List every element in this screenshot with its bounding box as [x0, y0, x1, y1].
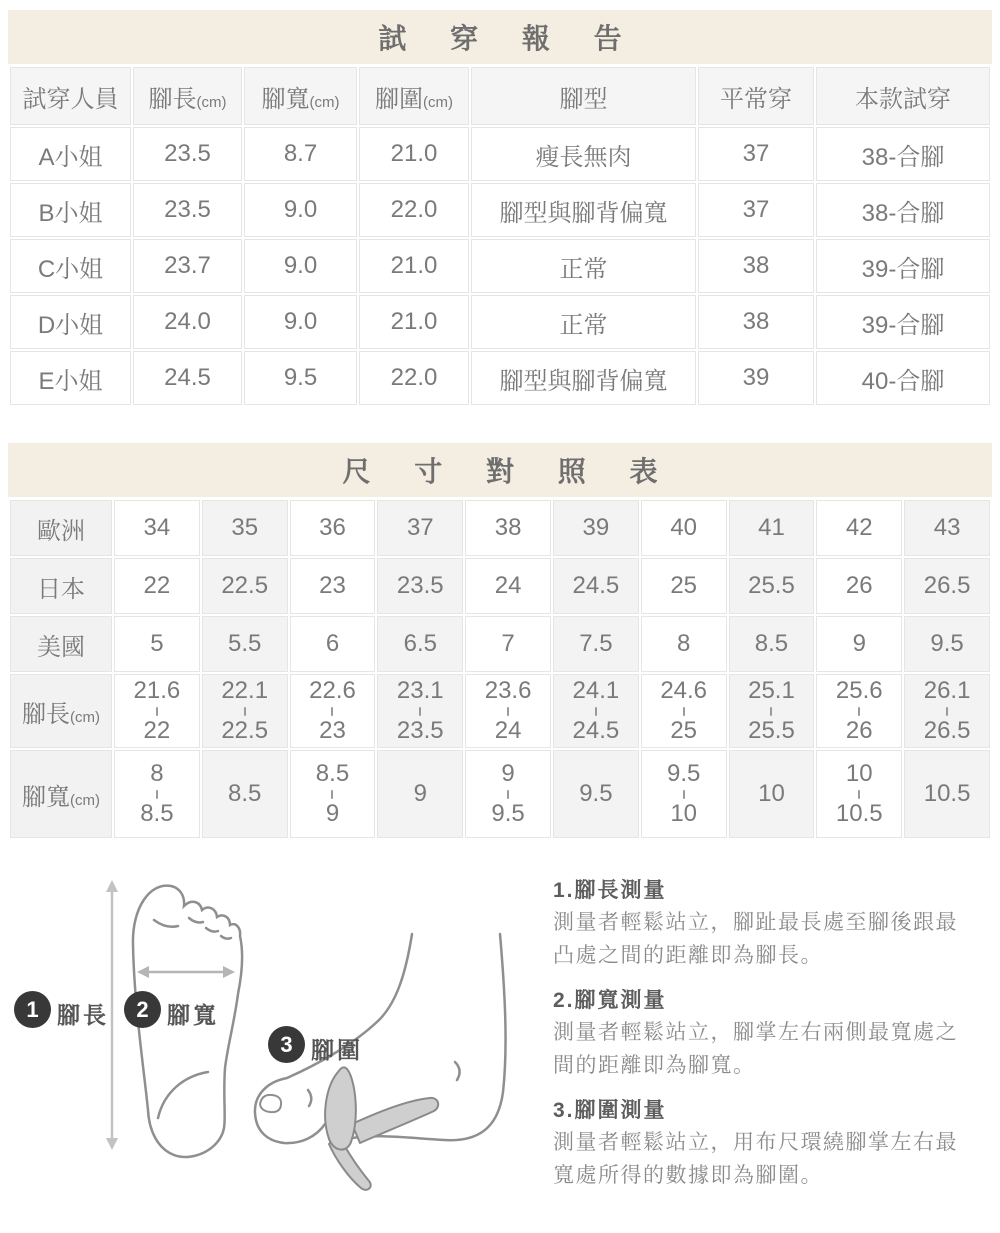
measurement-instructions — [553, 872, 992, 1207]
cell-foot-type: 腳型與腳背偏寬 — [471, 183, 696, 237]
cell-tried-size: 38-合腳 — [816, 127, 990, 181]
tryon-row — [10, 239, 990, 293]
step-2-badge — [124, 991, 161, 1028]
foot-width-label: 腳寬 — [167, 1002, 219, 1028]
size-cell: 40 — [641, 500, 727, 556]
range-divider — [770, 707, 772, 716]
col-header-label: 本款試穿 — [855, 85, 951, 113]
foot-length-label: 腳長 — [57, 1002, 109, 1028]
cell-usual-size: 37 — [698, 127, 814, 181]
row-header-usa: 美國 — [10, 616, 112, 672]
size-cell: 41 — [729, 500, 815, 556]
cell-person: B小姐 — [10, 183, 131, 237]
badge-number: 1 — [26, 996, 39, 1022]
col-header-foot-length — [133, 67, 242, 125]
row-header-label: 腳長 — [22, 700, 70, 728]
cell-width: 9.0 — [244, 183, 357, 237]
size-cell: 24 — [465, 558, 551, 614]
cell-tried-size: 40-合腳 — [816, 351, 990, 405]
size-cell: 5.5 — [202, 616, 288, 672]
size-chart-title: 尺 寸 對 照 表 — [8, 443, 992, 497]
measurement-guide-section — [8, 872, 992, 1207]
range-divider — [683, 790, 685, 799]
col-header-foot-width — [244, 67, 357, 125]
range-divider — [595, 707, 597, 716]
row-header-foot-length — [10, 674, 112, 748]
cell-width: 9.0 — [244, 295, 357, 349]
size-cell: 5 — [114, 616, 200, 672]
row-header-foot-width — [10, 750, 112, 838]
cell-length: 24.0 — [133, 295, 242, 349]
range-cell: 22.6 23 — [290, 674, 376, 748]
size-row-europe — [10, 500, 990, 556]
size-cell: 43 — [904, 500, 990, 556]
range-divider — [507, 707, 509, 716]
tryon-header-row — [10, 67, 990, 125]
range-divider — [331, 790, 333, 799]
cell-girth: 21.0 — [359, 295, 469, 349]
step-1-badge — [14, 991, 51, 1028]
tryon-report-section — [8, 10, 992, 407]
range-divider — [331, 707, 333, 716]
size-cell: 22.5 — [202, 558, 288, 614]
col-header-person — [10, 67, 131, 125]
tryon-report-table — [8, 65, 992, 407]
cell-girth: 22.0 — [359, 351, 469, 405]
cell-usual-size: 38 — [698, 239, 814, 293]
col-header-tried-size — [816, 67, 990, 125]
cell-usual-size: 37 — [698, 183, 814, 237]
instruction-body: 測量者輕鬆站立，腳掌左右兩側最寬處之間的距離即為腳寬。 — [553, 1021, 958, 1077]
size-cell: 9.5 — [904, 616, 990, 672]
size-cell: 7 — [465, 616, 551, 672]
range-divider — [683, 707, 685, 716]
cell-tried-size: 39-合腳 — [816, 239, 990, 293]
range-cell: 21.6 22 — [114, 674, 200, 748]
range-cell: 8.5 9 — [290, 750, 376, 838]
size-cell: 10 — [729, 750, 815, 838]
cell-tried-size: 38-合腳 — [816, 183, 990, 237]
range-divider — [858, 790, 860, 799]
cell-girth: 21.0 — [359, 127, 469, 181]
size-cell: 23.5 — [377, 558, 463, 614]
size-cell: 42 — [816, 500, 902, 556]
cell-width: 9.0 — [244, 239, 357, 293]
range-cell: 8 8.5 — [114, 750, 200, 838]
size-cell: 6.5 — [377, 616, 463, 672]
cell-length: 23.7 — [133, 239, 242, 293]
col-header-label: 平常穿 — [720, 85, 792, 113]
col-header-label: 腳圍 — [375, 85, 423, 113]
row-header-europe: 歐洲 — [10, 500, 112, 556]
size-cell: 34 — [114, 500, 200, 556]
range-cell: 26.1 26.5 — [904, 674, 990, 748]
range-cell: 25.6 26 — [816, 674, 902, 748]
range-divider — [507, 790, 509, 799]
col-header-usual-size — [698, 67, 814, 125]
cell-width: 9.5 — [244, 351, 357, 405]
range-cell: 24.1 24.5 — [553, 674, 639, 748]
range-cell: 23.1 23.5 — [377, 674, 463, 748]
range-divider — [156, 707, 158, 716]
cell-foot-type: 瘦長無肉 — [471, 127, 696, 181]
instruction-block-width — [553, 984, 992, 1082]
cell-foot-type: 正常 — [471, 295, 696, 349]
size-cell: 25.5 — [729, 558, 815, 614]
col-header-label: 腳長 — [148, 85, 197, 113]
cell-girth: 22.0 — [359, 183, 469, 237]
range-divider — [156, 790, 158, 799]
size-cell: 25 — [641, 558, 727, 614]
cell-length: 23.5 — [133, 183, 242, 237]
size-row-foot-length — [10, 674, 990, 748]
size-cell: 8.5 — [729, 616, 815, 672]
col-header-label: 腳寬 — [261, 85, 310, 113]
badge-number: 3 — [280, 1031, 293, 1057]
size-cell: 9 — [816, 616, 902, 672]
row-header-japan: 日本 — [10, 558, 112, 614]
tryon-row — [10, 351, 990, 405]
instruction-heading: 1.腳長測量 — [553, 879, 667, 902]
cell-usual-size: 39 — [698, 351, 814, 405]
range-divider — [946, 707, 948, 716]
size-cell: 26.5 — [904, 558, 990, 614]
instruction-block-girth — [553, 1094, 992, 1192]
col-header-unit: (cm) — [309, 93, 340, 111]
foot-measurement-figure — [8, 872, 553, 1207]
size-cell: 22 — [114, 558, 200, 614]
cell-person: E小姐 — [10, 351, 131, 405]
range-cell: 10 10.5 — [816, 750, 902, 838]
range-divider — [419, 707, 421, 716]
instruction-body: 測量者輕鬆站立，用布尺環繞腳掌左右最寬處所得的數據即為腳圍。 — [553, 1131, 958, 1187]
range-divider — [244, 707, 246, 716]
range-cell: 22.1 22.5 — [202, 674, 288, 748]
col-header-unit: (cm) — [423, 93, 453, 111]
size-cell: 23 — [290, 558, 376, 614]
range-cell: 9.5 10 — [641, 750, 727, 838]
cell-length: 23.5 — [133, 127, 242, 181]
cell-girth: 21.0 — [359, 239, 469, 293]
tryon-report-title: 試 穿 報 告 — [8, 10, 992, 64]
size-cell: 26 — [816, 558, 902, 614]
cell-width: 8.7 — [244, 127, 357, 181]
cell-foot-type: 腳型與腳背偏寬 — [471, 351, 696, 405]
size-row-usa — [10, 616, 990, 672]
size-cell: 37 — [377, 500, 463, 556]
badge-number: 2 — [136, 996, 149, 1022]
range-cell: 9 9.5 — [465, 750, 551, 838]
size-cell: 7.5 — [553, 616, 639, 672]
range-divider — [858, 707, 860, 716]
size-cell: 8 — [641, 616, 727, 672]
cell-tried-size: 39-合腳 — [816, 295, 990, 349]
tryon-row — [10, 183, 990, 237]
instruction-heading: 3.腳圍測量 — [553, 1099, 667, 1123]
size-row-japan — [10, 558, 990, 614]
size-chart-section — [8, 443, 992, 840]
size-cell: 10.5 — [904, 750, 990, 838]
tryon-row — [10, 295, 990, 349]
range-cell: 23.6 24 — [465, 674, 551, 748]
size-chart-table — [8, 498, 992, 840]
col-header-label: 腳型 — [559, 85, 608, 113]
size-cell: 9 — [377, 750, 463, 838]
row-header-label: 腳寬 — [22, 783, 70, 811]
cell-person: C小姐 — [10, 239, 131, 293]
size-cell: 38 — [465, 500, 551, 556]
size-cell: 39 — [553, 500, 639, 556]
foot-girth-label: 腳圍 — [311, 1037, 363, 1063]
col-header-foot-girth — [359, 67, 469, 125]
cell-usual-size: 38 — [698, 295, 814, 349]
instruction-block-length — [553, 874, 992, 972]
size-row-foot-width — [10, 750, 990, 838]
size-cell: 8.5 — [202, 750, 288, 838]
col-header-foot-type — [471, 67, 696, 125]
cell-length: 24.5 — [133, 351, 242, 405]
instruction-body: 測量者輕鬆站立，腳趾最長處至腳後跟最凸處之間的距離即為腳長。 — [553, 911, 958, 967]
tryon-row — [10, 127, 990, 181]
col-header-label: 試穿人員 — [22, 85, 119, 113]
size-cell: 35 — [202, 500, 288, 556]
size-cell: 9.5 — [553, 750, 639, 838]
row-header-unit: (cm) — [70, 708, 100, 726]
instruction-heading: 2.腳寬測量 — [553, 989, 667, 1013]
size-cell: 6 — [290, 616, 376, 672]
col-header-unit: (cm) — [196, 93, 227, 111]
step-3-badge — [268, 1026, 305, 1063]
size-cell: 24.5 — [553, 558, 639, 614]
range-cell: 24.6 25 — [641, 674, 727, 748]
range-cell: 25.1 25.5 — [729, 674, 815, 748]
cell-person: D小姐 — [10, 295, 131, 349]
cell-person: A小姐 — [10, 127, 131, 181]
cell-foot-type: 正常 — [471, 239, 696, 293]
size-cell: 36 — [290, 500, 376, 556]
row-header-unit: (cm) — [70, 791, 100, 809]
